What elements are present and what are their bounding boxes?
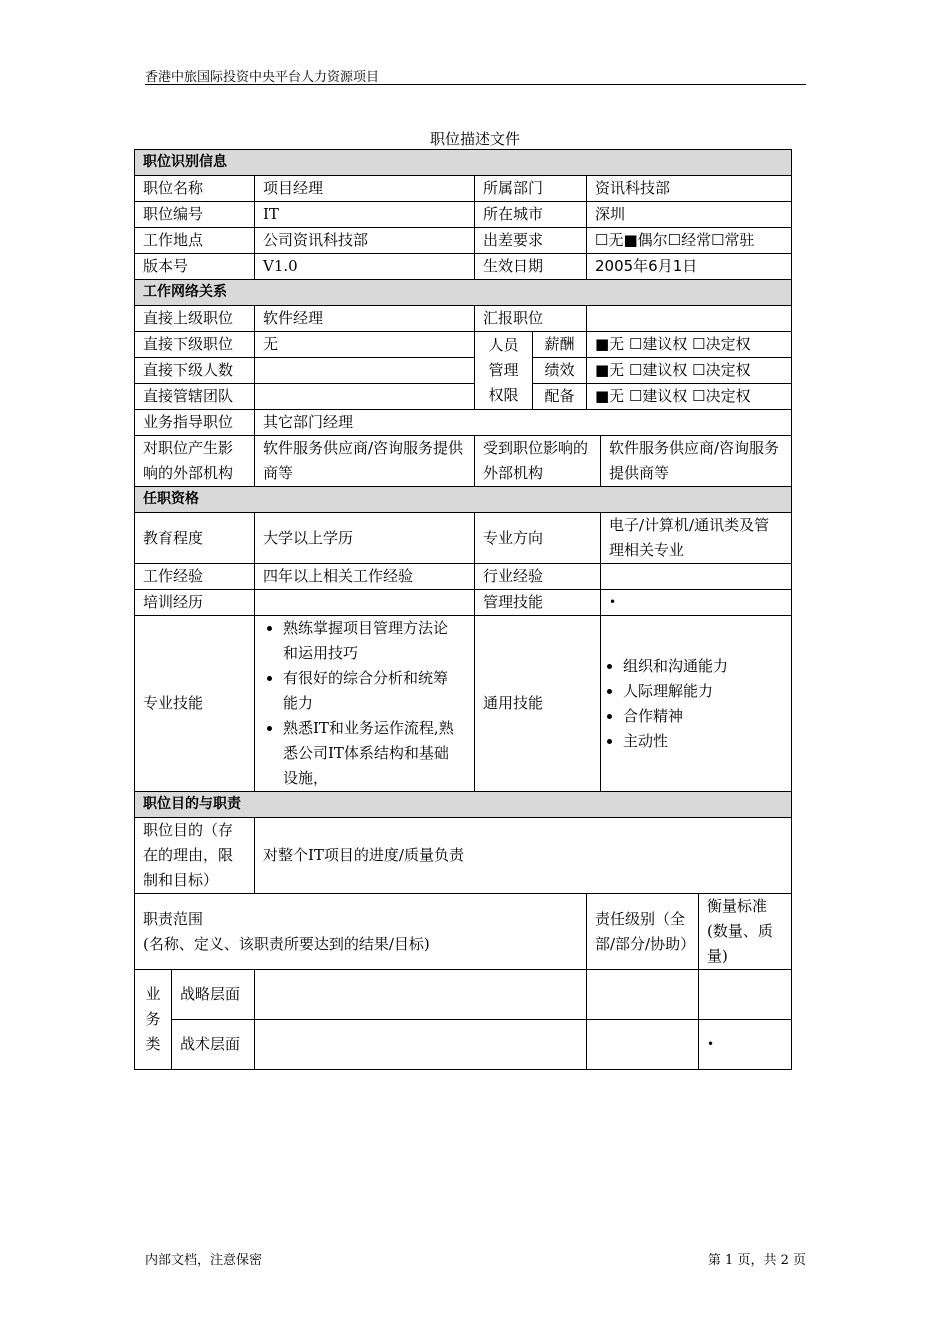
label-city: 所在城市 [475,202,587,228]
label-management-skills: 管理技能 [475,590,601,616]
page-header: 香港中旅国际投资中央平台人力资源项目 [145,70,380,85]
label-affected-orgs: 受到职位影响的外部机构 [475,436,601,487]
value-tactical-level [587,1020,699,1070]
label-effective-date: 生效日期 [475,254,587,280]
value-work-place: 公司资讯科技部 [255,228,475,254]
label-affecting-orgs: 对职位产生影响的外部机构 [135,436,255,487]
value-city: 深圳 [587,202,792,228]
label-guide-position: 业务指导职位 [135,410,255,436]
pro-skill-item: • 熟悉IT和业务运作流程,熟悉公司IT体系结构和基础设施， [283,716,462,791]
label-responsibility-level: 责任级别（全部/部分/协助） [587,894,699,970]
section-network: 工作网络关系 [135,280,792,306]
label-industry-experience: 行业经验 [475,564,601,590]
label-subordinate-count: 直接下级人数 [135,358,255,384]
value-affected-orgs: 软件服务供应商/咨询服务提供商等 [601,436,792,487]
value-strategic-measure [699,970,792,1020]
label-experience: 工作经验 [135,564,255,590]
value-travel: ☐无■偶尔☐经常☐常驻 [587,228,792,254]
label-superior: 直接上级职位 [135,306,255,332]
value-version: V1.0 [255,254,475,280]
label-performance: 绩效 [533,358,587,384]
label-staffing: 配备 [533,384,587,410]
label-position-name: 职位名称 [135,176,255,202]
label-business-category: 业务类 [135,970,172,1070]
pro-skill-item: • 熟练掌握项目管理方法论和运用技巧 [283,616,462,666]
label-department: 所属部门 [475,176,587,202]
value-industry-experience [601,564,792,590]
general-skill-item: • 人际理解能力 [623,679,783,704]
value-education: 大学以上学历 [255,513,475,564]
section-qualification: 任职资格 [135,487,792,513]
header-divider [145,84,806,85]
value-position-name: 项目经理 [255,176,475,202]
label-staff-authority: 人员 管理 权限 [475,332,533,410]
value-guide-position: 其它部门经理 [255,410,792,436]
value-position-purpose: 对整个IT项目的进度/质量负责 [255,818,792,894]
value-strategic-level [587,970,699,1020]
value-subordinate-count [255,358,475,384]
value-training [255,590,475,616]
label-major: 专业方向 [475,513,601,564]
job-description-table [134,149,792,1070]
value-strategic-content [255,970,587,1020]
label-work-place: 工作地点 [135,228,255,254]
value-experience: 四年以上相关工作经验 [255,564,475,590]
value-tactical-measure: • [699,1020,792,1070]
label-responsibility-scope: 职责范围 (名称、定义、该职责所要达到的结果/目标) [135,894,587,970]
value-performance-authority: ■无 ☐建议权 ☐决定权 [587,358,792,384]
general-skill-item: • 主动性 [623,729,783,754]
label-travel: 出差要求 [475,228,587,254]
value-tactical-content [255,1020,587,1070]
pro-skill-item: • 有很好的综合分析和统筹能力 [283,666,462,716]
label-general-skills: 通用技能 [475,616,601,792]
label-tactical-level: 战术层面 [172,1020,255,1070]
label-professional-skills: 专业技能 [135,616,255,792]
value-salary-authority: ■无 ☐建议权 ☐决定权 [587,332,792,358]
document-title: 职位描述文件 [429,130,520,148]
section-purpose: 职位目的与职责 [135,792,792,818]
general-skill-item: • 合作精神 [623,704,783,729]
value-affecting-orgs: 软件服务供应商/咨询服务提供商等 [255,436,475,487]
label-strategic-level: 战略层面 [172,970,255,1020]
value-subordinate: 无 [255,332,475,358]
footer-page-number: 第 1 页，共 2 页 [707,1253,806,1268]
value-general-skills [601,616,792,792]
value-superior: 软件经理 [255,306,475,332]
value-team [255,384,475,410]
value-position-code: IT [255,202,475,228]
value-management-skills: • [601,590,792,616]
footer-confidential: 内部文档，注意保密 [145,1253,263,1268]
label-position-code: 职位编号 [135,202,255,228]
section-identity: 职位识别信息 [135,150,792,176]
label-education: 教育程度 [135,513,255,564]
label-version: 版本号 [135,254,255,280]
label-subordinate: 直接下级职位 [135,332,255,358]
label-training: 培训经历 [135,590,255,616]
value-staffing-authority: ■无 ☐建议权 ☐决定权 [587,384,792,410]
value-professional-skills [255,616,475,792]
label-report-position: 汇报职位 [475,306,587,332]
general-skill-item: • 组织和沟通能力 [623,654,783,679]
value-major: 电子/计算机/通讯类及管理相关专业 [601,513,792,564]
value-effective-date: 2005年6月1日 [587,254,792,280]
label-measurement-standard: 衡量标准(数量、质量) [699,894,792,970]
value-report-position [587,306,792,332]
value-department: 资讯科技部 [587,176,792,202]
label-position-purpose: 职位目的（存在的理由，限制和目标） [135,818,255,894]
label-team: 直接管辖团队 [135,384,255,410]
label-salary: 薪酬 [533,332,587,358]
